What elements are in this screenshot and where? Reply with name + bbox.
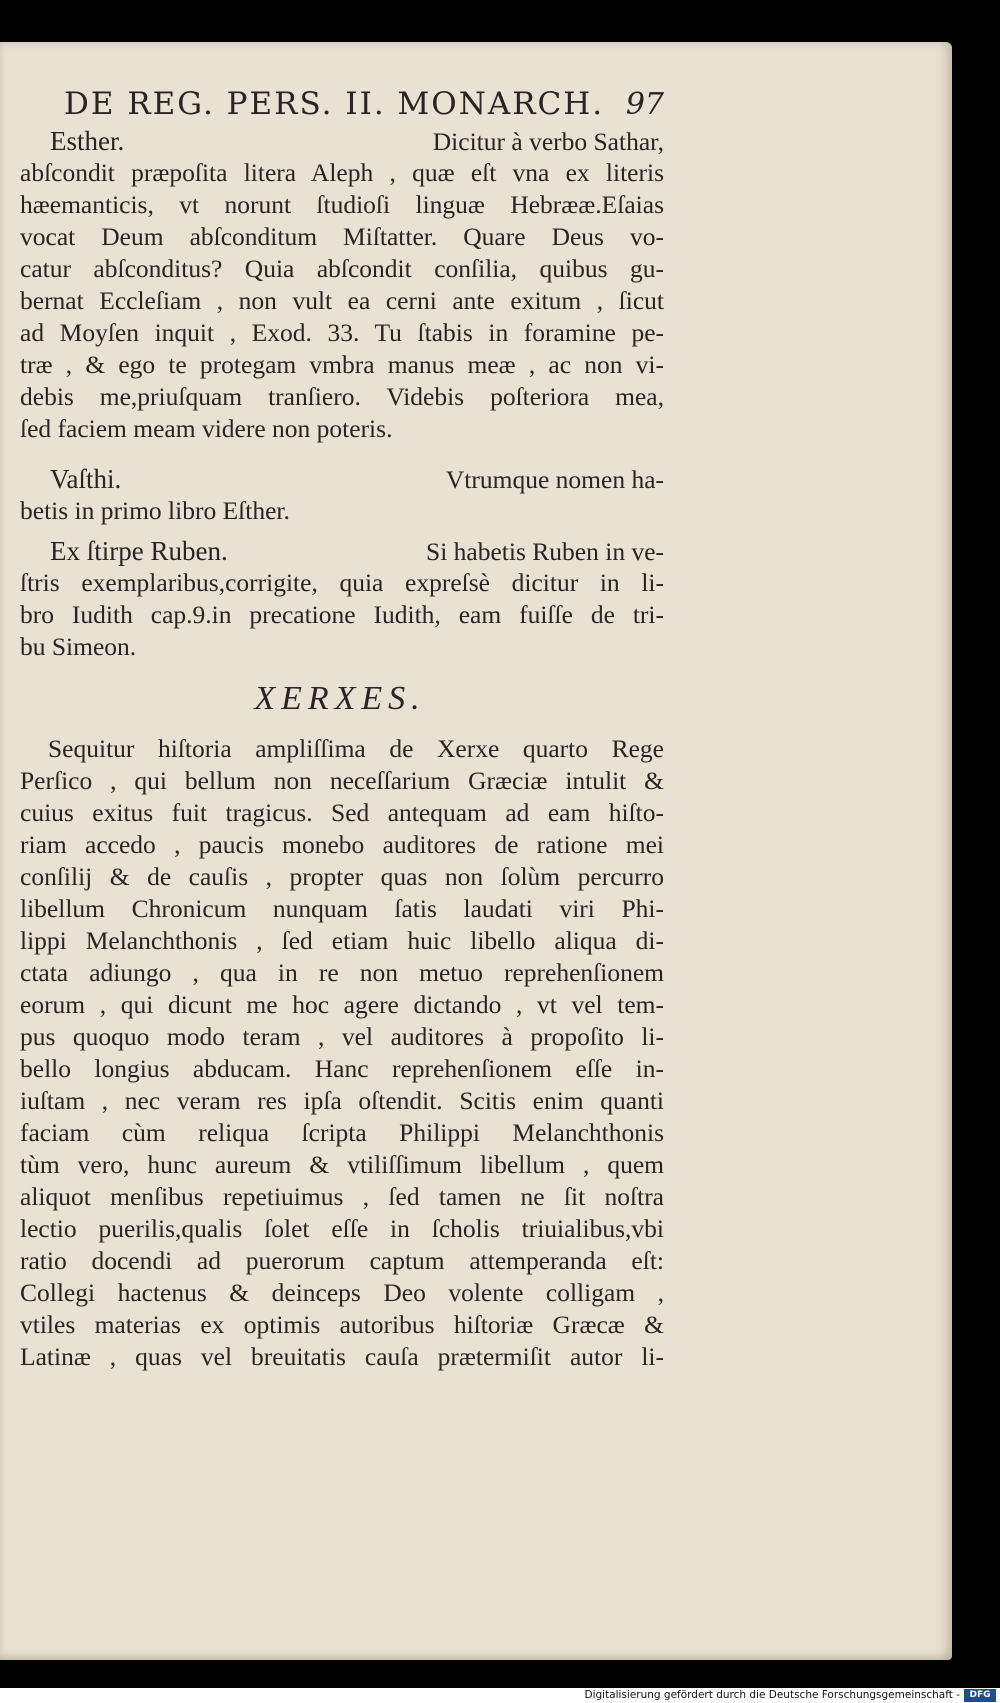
running-head-title: DE REG. PERS. II. MONARCH.	[64, 86, 605, 122]
text-line: ſtris exemplaribus,corrigite, quia expreſsè dicitur in li-	[20, 568, 664, 597]
lemma-row-vasthi	[20, 464, 664, 494]
text-line: lippi Melanchthonis , ſed etiam huic libello aliqua di-	[20, 926, 664, 955]
text-line: aliquot menſibus repetiuimus , ſed tamen ne ſit noſtra	[20, 1182, 664, 1211]
text-line: abſcondit præpoſita litera Aleph , quæ eſt vna ex literis	[20, 158, 664, 187]
text-line: riam accedo , paucis monebo auditores de ratione mei	[20, 830, 664, 859]
dfg-logo[interactable]: DFG	[964, 1689, 996, 1702]
text-line: vtiles materias ex optimis autoribus hiſtoriæ Græcæ &	[20, 1310, 664, 1339]
text-line: conſilij & de cauſis , propter quas non ſolùm percurro	[20, 862, 664, 891]
text-line: ratio docendi ad puerorum captum attemperanda eſt:	[20, 1246, 664, 1275]
text-line: Perſico , qui bellum non neceſſarium Græciæ intulit &	[20, 766, 664, 795]
text-line: eorum , qui dicunt me hoc agere dictando , vt vel tem-	[20, 990, 664, 1019]
text-line: iuſtam , nec veram res ipſa oſtendit. Scitis enim quanti	[20, 1086, 664, 1115]
text-line: vocat Deum abſconditum Miſtatter. Quare Deus vo-	[20, 222, 664, 251]
lemma-vasthi-gloss: Vtrumque nomen ha-	[445, 465, 664, 494]
text-line: ſed faciem meam videre non poteris.	[20, 414, 393, 443]
text-line: Collegi hactenus & deinceps Deo volente colligam ,	[20, 1278, 664, 1307]
lemma-ruben: Ex ſtirpe Ruben.	[50, 536, 228, 566]
text-line: bernat Eccleſiam , non vult ea cerni ante exitum , ſicut	[20, 286, 664, 315]
text-line: faciam cùm reliqua ſcripta Philippi Melanchthonis	[20, 1118, 664, 1147]
lemma-esther: Esther.	[50, 126, 125, 156]
text-line: tùm vero, hunc aureum & vtiliſſimum libellum , quem	[20, 1150, 664, 1179]
text-line: Sequitur hiſtoria ampliſſima de Xerxe quarto Rege	[48, 734, 664, 763]
lemma-row-ruben	[20, 536, 664, 566]
text-line: libellum Chronicum nunquam ſatis laudati viri Phi-	[20, 894, 664, 923]
text-line: cuius exitus fuit tragicus. Sed antequam ad eam hiſto-	[20, 798, 664, 827]
lemma-row-esther	[20, 126, 664, 156]
lemma-esther-gloss: Dicitur à verbo Sathar,	[432, 127, 664, 156]
text-line: debis me,priuſquam tranſiero. Videbis poſteriora mea,	[20, 382, 664, 411]
text-line: Latinæ , quas vel breuitatis cauſa prætermiſit autor li-	[20, 1342, 664, 1371]
footer-credit: Digitalisierung gefördert durch die Deutsche Forschungsgemeinschaft -	[584, 1689, 960, 1701]
text-line: bello longius abducam. Hanc reprehenſionem eſſe in-	[20, 1054, 664, 1083]
text-line: catur abſconditus? Quia abſcondit conſilia, quibus gu-	[20, 254, 664, 283]
page-number: 97	[625, 87, 664, 122]
running-head	[64, 86, 664, 122]
footer-bar	[0, 1688, 1000, 1703]
text-line: hæemanticis, vt norunt ſtudioſi linguæ Hebrææ.Eſaias	[20, 190, 664, 219]
text-line: ad Moyſen inquit , Exod. 33. Tu ſtabis in foramine pe-	[20, 318, 664, 347]
text-line: bu Simeon.	[20, 632, 137, 661]
text-line: pus quoquo modo teram , vel auditores à propoſito li-	[20, 1022, 664, 1051]
text-line: bro Iudith cap.9.in precatione Iudith, eam fuiſſe de tri-	[20, 600, 664, 629]
text-line: betis in primo libro Eſther.	[20, 496, 290, 525]
lemma-vasthi: Vaſthi.	[50, 464, 122, 494]
lemma-ruben-gloss: Si habetis Ruben in ve-	[426, 537, 664, 566]
text-line: træ , & ego te protegam vmbra manus meæ , ac non vi-	[20, 350, 664, 379]
section-heading: XERXES.	[254, 680, 426, 717]
text-line: ctata adiungo , qua in re non metuo reprehenſionem	[20, 958, 664, 987]
text-line: lectio puerilis,qualis ſolet eſſe in ſcholis triuialibus,vbi	[20, 1214, 664, 1243]
